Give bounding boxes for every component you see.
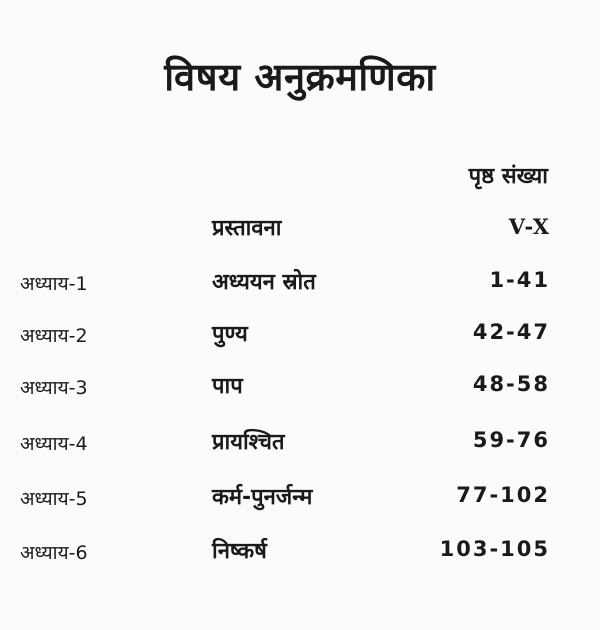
toc-chapter-label: अध्याय-5 [20,488,88,510]
toc-topic: प्रायश्चित [212,430,285,455]
toc-page-range: 48-58 [472,372,550,396]
toc-page-range: 77-102 [456,483,550,507]
toc-topic: पुण्य [212,322,248,347]
page-title: विषय अनुक्रमणिका [164,55,436,99]
toc-row-chapter-2 [0,318,600,354]
toc-row-preface [0,212,600,248]
toc-row-chapter-4 [0,426,600,462]
toc-page-range: 42-47 [472,320,550,344]
toc-row-chapter-5 [0,481,600,517]
toc-row-chapter-6 [0,535,600,571]
toc-chapter-label: अध्याय-1 [20,273,88,295]
toc-chapter-label: अध्याय-2 [20,325,88,347]
toc-chapter-label: अध्याय-3 [20,377,88,399]
toc-page-range: V-X [508,214,550,239]
toc-chapter-label: अध्याय-6 [20,542,88,564]
toc-chapter-label: अध्याय-4 [20,433,88,455]
toc-topic: निष्कर्ष [212,539,267,564]
toc-topic: अध्ययन स्रोत [212,270,316,295]
toc-row-chapter-1 [0,266,600,302]
toc-page-range: 1-41 [489,268,550,292]
toc-topic: कर्म-पुनर्जन्म [212,485,313,510]
toc-topic: पाप [212,374,243,399]
toc-page-range: 59-76 [472,428,550,452]
page-number-column-header: पृष्ठ संख्या [468,164,548,189]
toc-page-range: 103-105 [439,537,550,561]
toc-topic: प्रस्तावना [212,216,282,241]
toc-row-chapter-3 [0,370,600,406]
